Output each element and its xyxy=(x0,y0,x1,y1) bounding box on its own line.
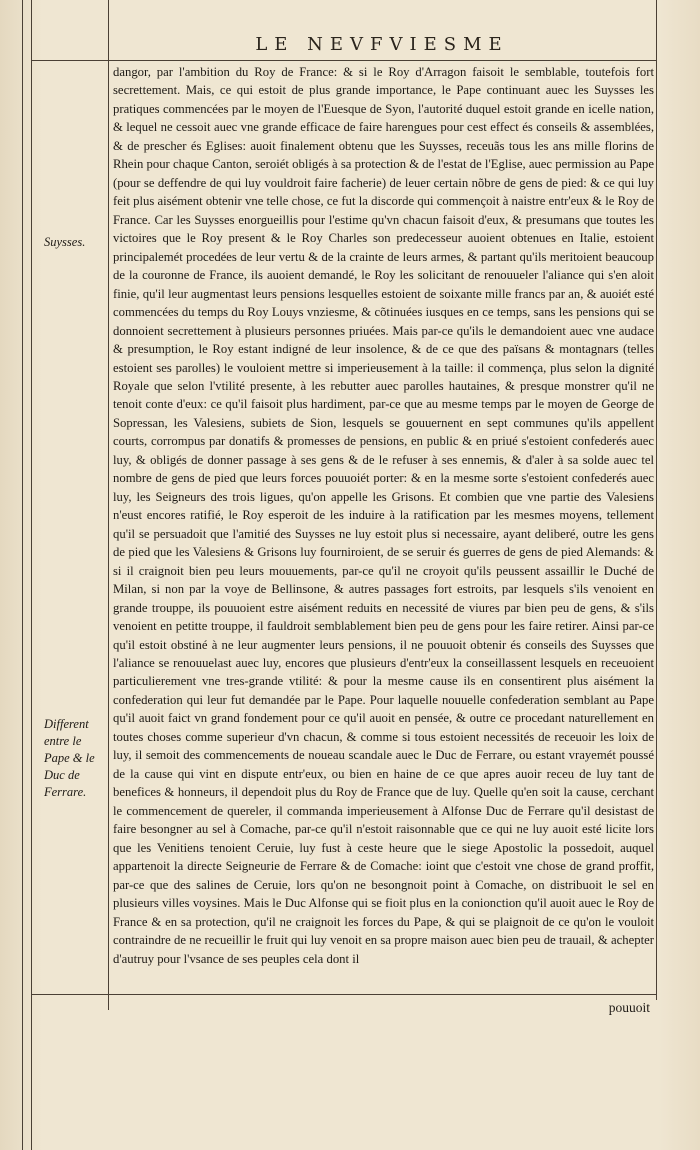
outer-margin-rule-right xyxy=(31,0,32,1150)
margin-note-suysses: Suysses. xyxy=(44,235,86,249)
foot-rule xyxy=(31,994,656,995)
body-paragraph: dangor, par l'ambition du Roy de France: & si le Roy d'Arragon faisoit le semblable, toutefois fort secrettement. Mais, ce qui estoit de plus grande importance, le Pape continuant auec les Suysses les pratiques commencées par le moyen de l'Euesque de Syon, l'autorité duquel estoit grande en icelle nation, & lequel ne cessoit auec vne grande efficace de faire harengues pour cest effect és conseils & assemblées, & de prescher és Eglises: auoit finalement obtenu que les Suysses, receuãs tous les ans mille florins de Rhein pour chaque Canton, seroiét obligés à sa protection & de l'estat de l'Eglise, auec permission au Pape (pour se deffendre de qui luy vouldroit faire facherie) de leuer certain nõbre de gens de pied: & ce qui luy feit plus aisément obtenir vne telle chose, ce fut la discorde qui commençoit à naistre entr'eux & le Roy de France. Car les Suysses enorgueillis pour l'estime qu'vn chacun faisoit d'eux, & presumans que toutes les victoires que le Roy present & le Roy Charles son predecesseur auoient obtenues en Italie, estoient principalemét procedées de leur vertu & de la crainte de leurs armes, & partant qu'ils meritoient beaucoup de la couronne de France, ils auoient demandé, le Roy les solicitant de renouueler l'aliance qui s'en aloit finie, qu'il leur augmentast leurs pensions lesquelles estoient de soixante mille francs par an, & auoiét esté commencées du temps du Roy Louys vnziesme, & cõtinuées iusques en ce temps, sans les pensions qui se donnoient secrettement à plusieurs personnes priuées. Mais par-ce qu'ils le demandoient auec vne audace & presumption, le Roy estant indigné de leur insolence, & de ce que des païsans & montagnars (telles estoient ses parolles) le vouloient mettre si imperieusement à la taille: il commença, plus selon la dignité Royale que selon l'vtilité presente, à les rebutter auec parolles hautaines, & presque monstrer qu'il ne tenoit conte d'eux: ce qu'il faisoit plus hardiment, par-ce que au mesme temps par le moyen de George de Sopressan, les Valesiens, subiets de Sion, lesquels se gouuernent en sept communes qu'ils appellent courts, corrompus par donatifs & promesses de pensions, en public & en priué s'estoient confederés auec luy, & obligés de donner passage à ses gens & de le refuser à ses ennemis, & d'aler à sa solde auec tel nombre de gens de pied que leurs forces pouuoiét porter: & en la mesme sorte s'estoient confederés auec luy, les Seigneurs des trois ligues, qu'on appelle les Grisons. Et combien que vne partie des Valesiens n'eust encores ratifié, le Roy esperoit de les induire à la ratification par les mesmes moyens, tellement qu'il se persuadoit que l'amitié des Suysses ne luy estoit plus si necessaire, ayant deliberé, outre les gens de pied que les Valesiens & Grisons luy fourniroient, de se seruir és guerres de gens de pied Alemands: & si il craignoit bien peu leurs mouuements, par-ce qu'il ne croyoit qu'ils peussent assaillir le Duché de Milan, si non par la voye de Bellinsone, & autres passages fort estroits, par lesquels s'ils venoient en grande trouppe, ils pouuoient estre aisément reduits en necessité de viures par bien peu de gens, & s'ils venoient en petitte trouppe, il fauldroit semblablement bien peu de gens pour les faire retirer. Ainsi par-ce qu'il estoit obstiné à ne leur augmenter leurs pensions, il ne pouuoit obtenir és conseils des Suysses que l'aliance se renouuelast auec luy, encores que plusieurs d'entr'eux la conseillassent lesquels en receuoient particulierement vne tres-grande vtilité: & pour la mesme cause ils en consentirent plus aisément la confederation qui leur fut demandée par le Pape. Pour laquelle nouuelle confederation semblant au Pape qu'il auoit faict vn grand fondement pour ce qu'il auoit en pensée, & outre ce procedant naturellement en toutes choses comme superieur d'vn chacun, & comme si tous estoient necessités de receuoir les loix de luy, il semoit des commencements de noueau scandale auec le Duc de Ferrare, ou estant vrayemét poussé de la cause qui vint en dispute entr'eux, ou bien en haine de ce que apres auoir receu de luy tant de benefices & honneurs, il dependoit plus du Roy de France que de luy. Quelle qu'en soit la cause, cerchant le commencement de quereler, il commanda imperieusement à Alfonse Duc de Ferrare qu'il desistast de faire besongner au sel à Comache, par-ce qu'il n'estoit raisonnable que ce qui ne luy auoit esté licite lors que les Venitiens tenoient Ceruie, luy fust à ceste heure que le siege Apostolic la possedoit, auquel appartenoit la directe Seigneurie de Ferrare & de Comache: ioint que c'estoit vne chose de grand proffit, par-ce que des salines de Ceruie, lors qu'on ne besongnoit point à Comache, on distribuoit le sel en plusieurs villes voysines. Mais le Duc Alfonse qui se fioit plus en la conionction qu'il auoit auec le Roy de France & en sa protection, qu'il ne craignoit les forces du Pape, & qui se plaignoit de ce qu'on le vouloit contraindre de ne recueillir le fruit qui luy venoit en sa propre maison auec bien peu de trauail, & achepter d'autruy pour l'vsance de ses peuples cela dont il xyxy=(113,65,654,966)
head-rule xyxy=(31,60,656,61)
outer-margin-rule-left xyxy=(22,0,23,1150)
running-head: LE NEVFVIESME xyxy=(255,34,509,55)
margin-note-pape-duc-ferrare: Different entre le Pape & le Duc de Ferrare. xyxy=(44,717,95,799)
main-text-block xyxy=(113,63,654,968)
text-block-right-rule xyxy=(656,0,657,1000)
margin-note-column-rule xyxy=(108,0,109,1010)
catchword: pouuoit xyxy=(608,1000,650,1015)
